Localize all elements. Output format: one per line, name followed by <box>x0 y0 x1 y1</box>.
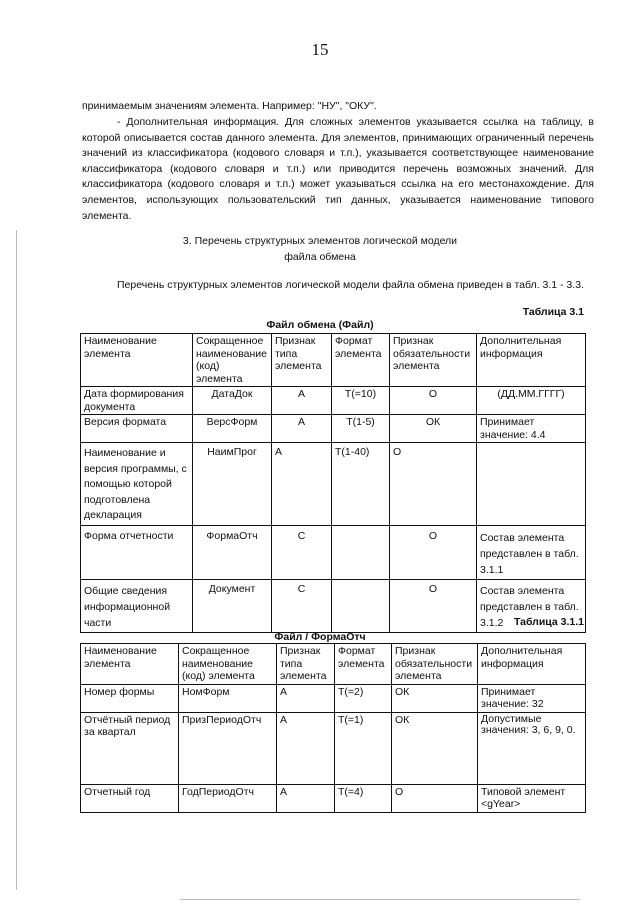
table-row <box>81 415 586 443</box>
table311 <box>80 643 586 813</box>
table311-label: Таблица 3.1.1 <box>513 616 584 628</box>
table31-cell-type: А <box>272 415 332 443</box>
table31-cell-format: Т(1-5) <box>332 415 390 443</box>
section-heading-line1: 3. Перечень структурных элементов логической модели <box>182 235 458 247</box>
table31-cell-required: ОК <box>390 415 477 443</box>
table31-header-row <box>81 334 586 387</box>
table31-cell-info: Состав элемента представлен в табл. 3.1.1 <box>477 525 586 579</box>
table-row <box>81 579 586 632</box>
table31-cell-code: ДатаДок <box>193 387 272 415</box>
table31-cell-name: Общие сведения информационной части <box>81 579 193 632</box>
table31-cell-name: Версия формата <box>81 415 193 443</box>
table311-cell-info: Типовой элемент <gYear> <box>478 784 586 812</box>
table311-cell-name: Отчётный период за квартал <box>81 712 179 784</box>
table311-cell-format: Т(=4) <box>335 784 392 812</box>
table31-cell-code: ВерсФорм <box>193 415 272 443</box>
table311-cell-type: А <box>277 684 335 712</box>
table311-cell-name: Отчетный год <box>81 784 179 812</box>
table311-cell-info: Принимает значение: 32 <box>478 684 586 712</box>
table311-cell-required: ОК <box>392 712 478 784</box>
table31-header-name: Наименование элемента <box>81 334 193 387</box>
table-row <box>81 684 586 712</box>
table311-cell-format: Т(=1) <box>335 712 392 784</box>
section-heading-line2: файла обмена <box>284 251 356 263</box>
table311-cell-code: ПризПериодОтч <box>179 712 277 784</box>
table31-cell-required: О <box>390 443 477 526</box>
table311-header-code: Сокращенное наименование (код) элемента <box>179 644 277 685</box>
table311-cell-type: А <box>277 712 335 784</box>
table31-cell-code: НаимПрог <box>193 443 272 526</box>
table31-cell-name: Форма отчетности <box>81 525 193 579</box>
table31-cell-format <box>332 525 390 579</box>
table311-title: Файл / ФормаОтч <box>274 631 366 643</box>
table31-cell-type: А <box>272 387 332 415</box>
table-row <box>81 525 586 579</box>
table31-cell-info: Принимает значение: 4.4 <box>477 415 586 443</box>
table311-cell-name: Номер формы <box>81 684 179 712</box>
table311-cell-required: ОК <box>392 684 478 712</box>
table31-cell-code: ФормаОтч <box>193 525 272 579</box>
table31-cell-info: Состав элемента представлен в табл. 3.1.2 <box>477 579 586 632</box>
table31-cell-required: О <box>390 579 477 632</box>
paragraph-2: - Дополнительная информация. Для сложных элементов указывается ссылка на таблицу, в которой описывается состав данного элемента. Для элементов, принимающих ограниченный перечень значений из классификатора (кодового словаря и т.п.), указывается соответствующее наименование классификатора (кодового словаря и т.п.) или приводится перечень возможных значений. Для классификатора (кодового словаря и т.п.) может указываться ссылка на его местонахождение. Для элементов, использующих пользовательский тип данных, указывается наименование типового элемента. <box>82 116 594 222</box>
table311-header-name: Наименование элемента <box>81 644 179 685</box>
table31-cell-format: Т(1-40) <box>332 443 390 526</box>
table31-cell-info: (ДД.ММ.ГГГГ) <box>477 387 586 415</box>
table31-header-info: Дополнительная информация <box>477 334 586 387</box>
table31-title: Файл обмена (Файл) <box>266 319 374 331</box>
table31-cell-required: О <box>390 525 477 579</box>
table31-cell-type: А <box>272 443 332 526</box>
table31-cell-type: С <box>272 579 332 632</box>
table311-header-info: Дополнительная информация <box>478 644 586 685</box>
table31-cell-name: Наименование и версия программы, с помощью которой подготовлена декларация <box>81 443 193 526</box>
table31-cell-code: Документ <box>193 579 272 632</box>
table31-header-format: Формат элемента <box>332 334 390 387</box>
table311-header-type: Признак типа элемента <box>277 644 335 685</box>
page-number: 15 <box>311 40 329 59</box>
table31-header-required: Признак обязательности элемента <box>390 334 477 387</box>
table31-cell-name: Дата формирования документа <box>81 387 193 415</box>
table311-cell-code: НомФорм <box>179 684 277 712</box>
table31-label: Таблица 3.1 <box>522 306 584 318</box>
paragraph-1: принимаемым значениям элемента. Например: "НУ", "ОКУ". <box>82 100 377 112</box>
table311-cell-required: О <box>392 784 478 812</box>
table31-cell-type: С <box>272 525 332 579</box>
table311-cell-type: А <box>277 784 335 812</box>
table-row <box>81 784 586 812</box>
table311-header-format: Формат элемента <box>335 644 392 685</box>
section-intro: Перечень структурных элементов логической модели файла обмена приведен в табл. 3.1 - 3.3. <box>117 279 584 291</box>
table31-cell-format <box>332 579 390 632</box>
table311-header-row <box>81 644 586 685</box>
table31-header-type: Признак типа элемента <box>272 334 332 387</box>
scan-edge-bottom <box>180 899 580 900</box>
table311-cell-code: ГодПериодОтч <box>179 784 277 812</box>
table31-cell-info <box>477 443 586 526</box>
table311-cell-format: Т(=2) <box>335 684 392 712</box>
table31 <box>80 333 586 633</box>
table-row <box>81 387 586 415</box>
table311-header-required: Признак обязательности элемента <box>392 644 478 685</box>
table31-cell-required: О <box>390 387 477 415</box>
table-row <box>81 443 586 526</box>
table31-cell-format: Т(=10) <box>332 387 390 415</box>
table311-cell-info: Допустимые значения: 3, 6, 9, 0. <box>478 712 586 784</box>
table-row <box>81 712 586 784</box>
table31-header-code: Сокращенное наименование (код) элемента <box>193 334 272 387</box>
